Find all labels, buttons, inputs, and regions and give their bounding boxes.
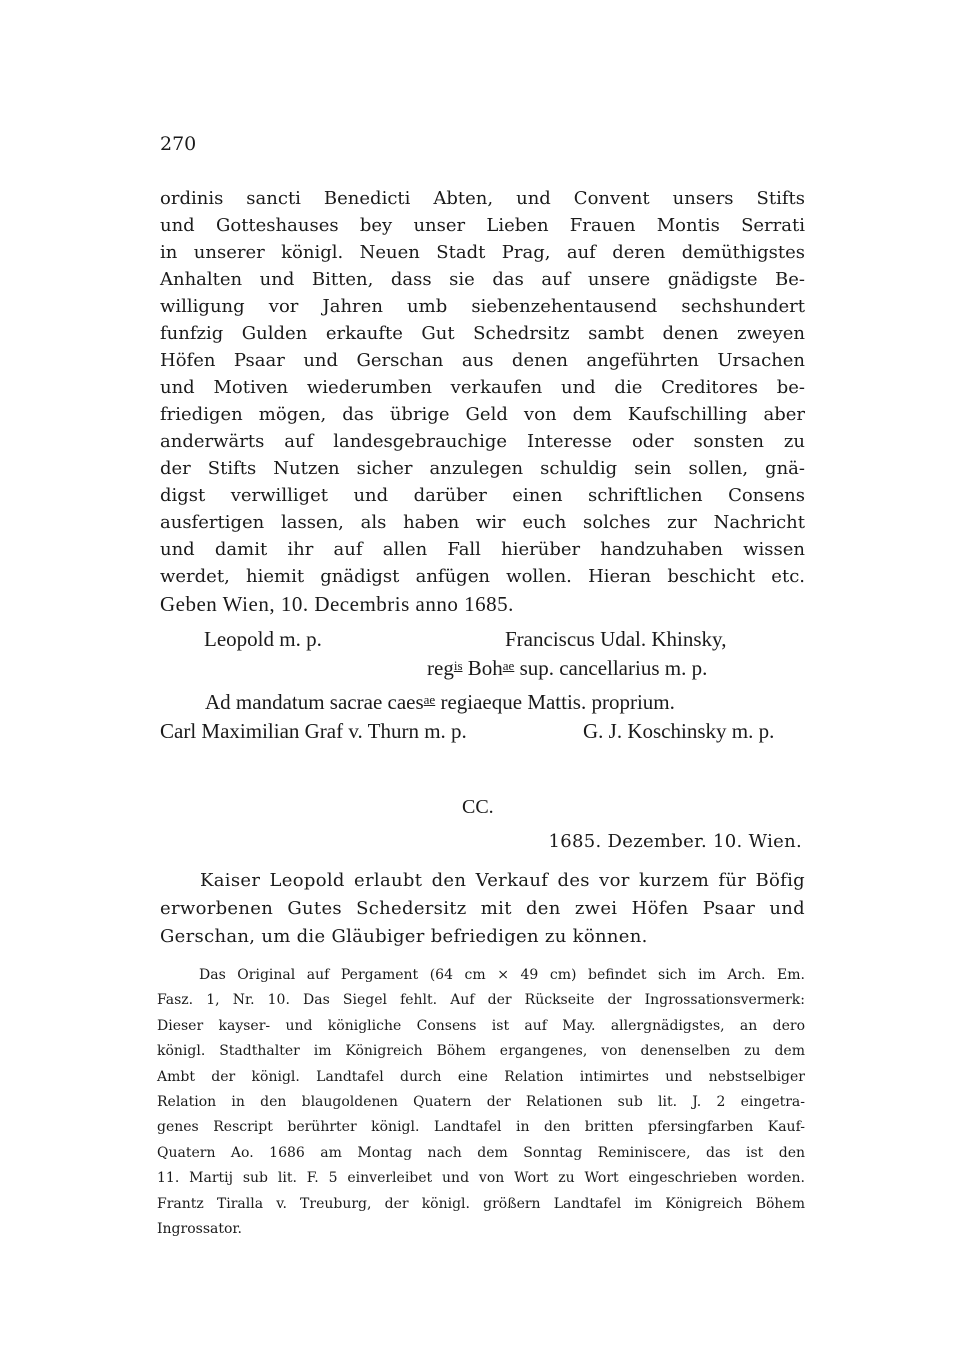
text-line: friedigen mögen, das übrige Geld von dem Kaufschilling aber [160,404,805,425]
note-line: Fasz. 1, Nr. 10. Das Siegel fehlt. Auf der Rückseite der Ingrossationsvermerk: [157,992,805,1009]
document-number: CC. [462,796,494,818]
signature-leopold: Leopold m. p. [204,627,322,651]
header-date: 1685. Dezember. 10. Wien. [548,831,802,852]
text-line: und Motiven wiederumben verkaufen und die Creditores be- [160,377,805,398]
signature-chancellor-title [427,652,707,682]
bohae-superscript: ae [502,658,515,673]
text-line: funfzig Gulden erkaufte Gut Schedrsitz sambt denen zweyen [160,323,805,344]
text-line: und damit ihr auf allen Fall hierüber handzuhaben wissen [160,539,805,560]
text-line: digst verwilliget und darüber einen schriftlichen Consens [160,485,805,506]
date-line: Geben Wien, 10. Decembris anno 1685. [160,592,514,616]
signature-franciscus: Franciscus Udal. Khinsky, [505,627,727,651]
text-line: Höfen Psaar und Gerschan aus denen angeführten Ursachen [160,350,805,371]
signature-thurn: Carl Maximilian Graf v. Thurn m. p. [160,719,467,743]
note-line: Ingrossator. [157,1220,243,1237]
mandate-superscript: ae [423,692,436,707]
text-line: in unserer königl. Neuen Stadt Prag, auf deren demüthigstes [160,242,805,263]
regest-line: Gerschan, um die Gläubiger befriedigen zu können. [160,926,648,947]
text-line: ausfertigen lassen, als haben wir euch solches zur Nachricht [160,512,805,533]
regest [160,867,805,951]
note-line: Frantz Tiralla v. Treuburg, der königl. größern Landtafel im Königreich Böhem [157,1195,805,1212]
signature-koschinsky: G. J. Koschinsky m. p. [583,719,775,743]
text-line: anderwärts auf landesgebrauchige Interesse oder sonsten zu [160,431,805,452]
note-line: königl. Stadthalter im Königreich Böhem ergangenes, von denenselben zu dem [157,1043,805,1060]
mandate-post: regiaeque Mattis. proprium. [435,690,675,714]
mandate-pre: Ad mandatum sacrae caes [205,690,424,714]
note-line: Ambt der königl. Landtafel durch eine Relation intimirtes und nebstselbiger [157,1068,805,1085]
regis-text: reg [427,656,454,680]
note-line: Relation in den blaugoldenen Quatern der Relationen sub lit. J. 2 eingetra- [157,1093,805,1110]
note-line: 11. Martij sub lit. F. 5 einverleibet und von Wort zu Wort eingeschrieben worden. [157,1170,805,1187]
text-line: der Stifts Nutzen sicher anzulegen schuldig sein sollen, gnä- [160,458,805,479]
note-line: Dieser kayser- und königliche Consens ist auf May. allergnädigstes, an dero [157,1017,805,1034]
text-line: ordinis sancti Benedicti Abten, und Convent unsers Stifts [160,188,805,209]
note-line: genes Rescript berührter königl. Landtafel in den britten pfersingfarben Kauf- [157,1119,805,1136]
mandate-line [205,686,675,716]
regest-line: erworbenen Gutes Schedersitz mit den zwei Höfen Psaar und [160,898,805,919]
cancellarius-text: sup. cancellarius m. p. [519,656,708,680]
text-line: und Gotteshauses bey unser Lieben Frauen Montis Serrati [160,215,805,236]
regest-line: Kaiser Leopold erlaubt den Verkauf des vor kurzem für Böfig [200,870,805,891]
regis-superscript: is [453,658,463,673]
page-number: 270 [160,133,197,155]
main-text [160,185,805,618]
bohae-text: Boh [467,656,503,680]
text-line: Anhalten und Bitten, dass sie das auf unsere gnädigste Be- [160,269,805,290]
text-line: werdet, hiemit gnädigst anfügen wollen. Hieran beschicht etc. [160,566,805,587]
text-line: willigung vor Jahren umb siebenzehentausend sechshundert [160,296,805,317]
archival-notes [157,963,805,1242]
note-line: Das Original auf Pergament (64 cm × 49 cm) befindet sich im Arch. Em. [199,967,805,983]
note-line: Quatern Ao. 1686 am Montag nach dem Sonntag Reminiscere, das ist den [157,1144,805,1161]
